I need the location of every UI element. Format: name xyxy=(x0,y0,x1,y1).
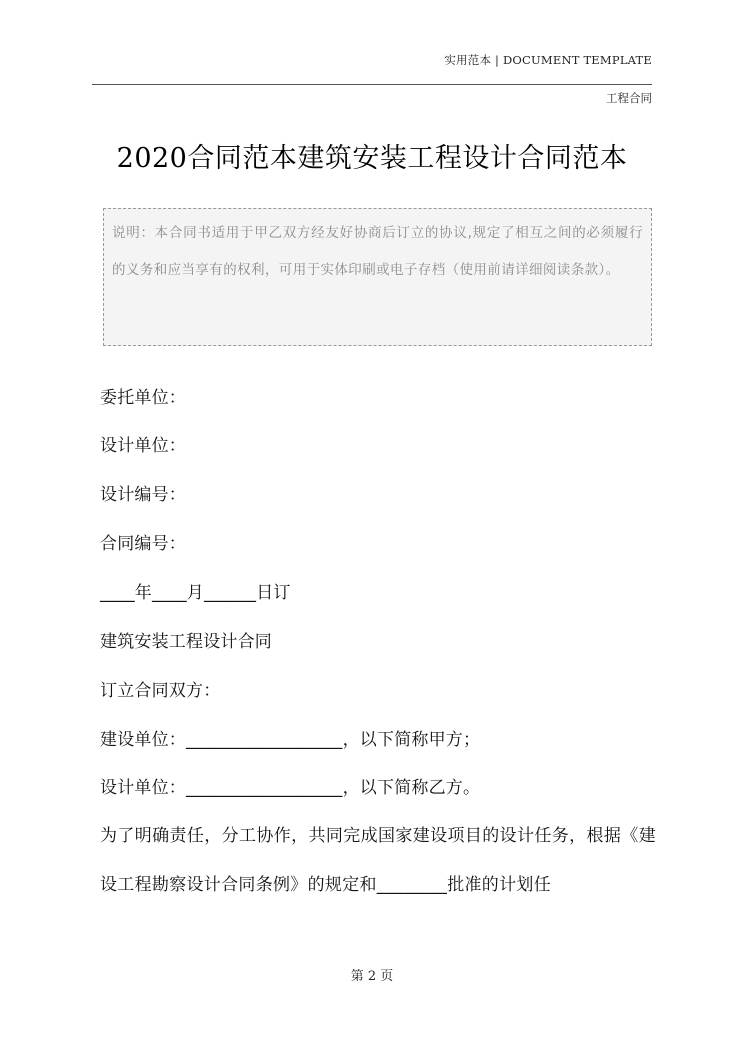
description-box: 说明：本合同书适用于甲乙双方经友好协商后订立的协议,规定了相互之间的必须履行的义务和应当享有的权利，可用于实体印刷或电子存档（使用前请详细阅读条款）。 xyxy=(103,208,652,346)
clause-paragraph: 为了明确责任，分工协作，共同完成国家建设项目的设计任务，根据《建设工程勘察设计合同条例》的规定和________批准的计划任 xyxy=(100,826,656,895)
header-divider xyxy=(92,84,652,85)
document-title: 2020合同范本建筑安装工程设计合同范本 xyxy=(116,143,628,174)
parties-heading: 订立合同双方： xyxy=(100,681,221,701)
header-category: 工程合同 xyxy=(606,91,652,105)
design-unit-field: 设计单位： xyxy=(100,436,186,456)
contract-name: 建筑安装工程设计合同 xyxy=(100,632,272,652)
header-brand-label: 实用范本 | DOCUMENT TEMPLATE xyxy=(444,53,652,67)
contract-number-field: 合同编号： xyxy=(100,534,186,554)
page-number: 第 2 页 xyxy=(350,969,394,984)
party-b-line: 设计单位：__________________，以下简称乙方。 xyxy=(100,778,481,798)
date-line: ____年____月______日订 xyxy=(100,583,291,603)
design-number-field: 设计编号： xyxy=(100,485,186,505)
client-unit-field: 委托单位： xyxy=(100,388,186,408)
party-a-line: 建设单位：__________________，以下简称甲方； xyxy=(100,730,481,750)
